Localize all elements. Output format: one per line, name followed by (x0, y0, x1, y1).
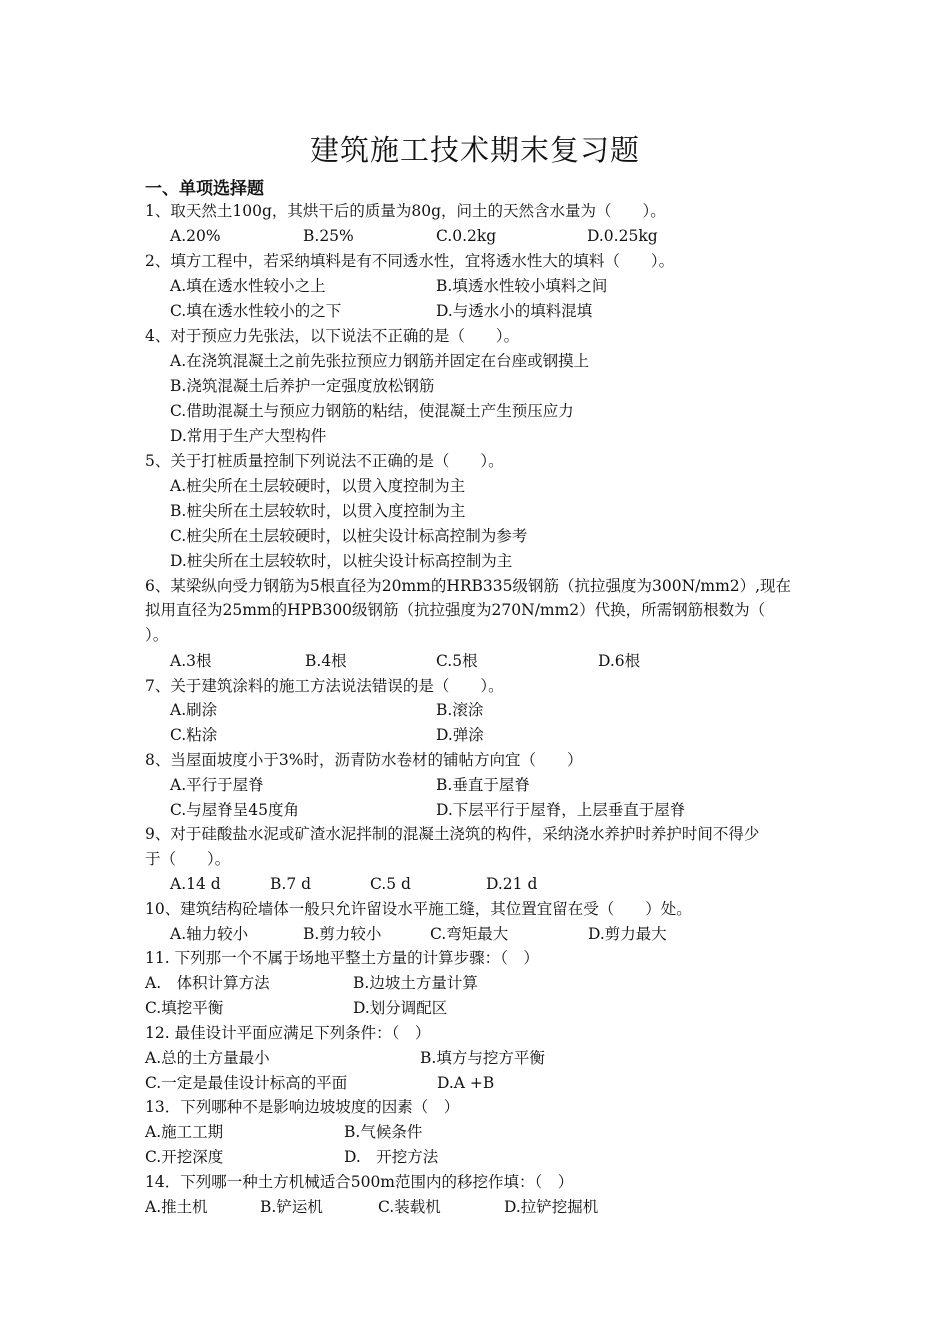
question-6-option-b: B.4根 (305, 652, 347, 670)
question-4-option-a: A.在浇筑混凝土之前先张拉预应力钢筋并固定在台座或钢摸上 (170, 352, 590, 370)
question-7-option-a: A.刷涂 (170, 701, 218, 719)
question-6-stem-line-3: ）。 (145, 626, 169, 644)
question-6-stem-line-1: 6、某梁纵向受力钢筋为5根直径为20mm的HRB335级钢筋（抗拉强度为300N/mm2）,现在 (145, 577, 792, 595)
question-6-stem-line-2: 拟用直径为25mm的HPB300级钢筋（抗拉强度为270N/mm2）代换，所需钢筋根数为（ (145, 601, 766, 619)
question-1-option-b: B.25% (303, 227, 354, 245)
question-5-stem: 5、关于打桩质量控制下列说法不正确的是（ ）。 (145, 452, 504, 470)
question-9-option-b: B.7 d (270, 875, 312, 893)
question-12-option-c: C.一定是最佳设计标高的平面 (145, 1074, 348, 1092)
question-13-option-d: D. 开挖方法 (344, 1148, 439, 1166)
question-10-option-d: D.剪力最大 (588, 925, 667, 943)
question-4-option-c: C.借助混凝土与预应力钢筋的粘结，使混凝土产生预压应力 (170, 402, 574, 420)
question-10-option-a: A.轴力较小 (170, 925, 249, 943)
question-12-option-a: A.总的土方量最小 (145, 1049, 270, 1067)
question-1-option-c: C.0.2kg (436, 227, 497, 245)
question-7-option-b: B.滚涂 (436, 701, 484, 719)
question-2-option-a: A.填在透水性较小之上 (170, 277, 326, 295)
question-6-option-d: D.6根 (598, 652, 641, 670)
question-12-option-b: B.填方与挖方平衡 (420, 1049, 545, 1067)
question-10-option-b: B.剪力较小 (303, 925, 382, 943)
question-7-option-d: D.弹涂 (436, 726, 484, 744)
question-9-option-a: A.14 d (170, 875, 221, 893)
question-11-option-c: C.填挖平衡 (145, 999, 224, 1017)
question-12-option-d: D.A +B (437, 1074, 495, 1092)
question-13-option-a: A.施工工期 (145, 1123, 224, 1141)
page-title: 建筑施工技术期末复习题 (309, 133, 640, 167)
question-1-option-a: A.20% (170, 227, 221, 245)
question-11-option-d: D.划分调配区 (353, 999, 448, 1017)
question-13-stem: 13．下列哪种不是影响边坡坡度的因素（ ） (145, 1098, 460, 1116)
question-11-option-a: A. 体积计算方法 (145, 974, 270, 992)
question-14-stem: 14．下列哪一种土方机械适合500m范围内的移挖作填：（ ） (145, 1173, 574, 1191)
question-2-option-b: B.填透水性较小填料之间 (436, 277, 608, 295)
question-6-option-c: C.5根 (436, 652, 478, 670)
question-5-option-b: B.桩尖所在土层较软时，以贯入度控制为主 (170, 502, 466, 520)
question-7-option-c: C.粘涂 (170, 726, 218, 744)
question-1-option-d: D.0.25kg (587, 227, 658, 245)
question-11-stem: 11. 下列那一个不属于场地平整土方量的计算步骤：（ ） (145, 949, 539, 967)
question-12-stem: 12. 最佳设计平面应满足下列条件：（ ） (145, 1024, 431, 1042)
question-8-option-c: C.与屋脊呈45度角 (170, 801, 299, 819)
question-13-option-c: C.开挖深度 (145, 1148, 224, 1166)
question-9-option-c: C.5 d (370, 875, 411, 893)
question-8-option-b: B.垂直于屋脊 (436, 776, 530, 794)
question-9-option-d: D.21 d (486, 875, 538, 893)
question-7-stem: 7、关于建筑涂料的施工方法说法错误的是（ ）。 (145, 677, 504, 695)
question-10-stem: 10、建筑结构砼墙体一般只允许留设水平施工缝，其位置宜留在受（ ）处。 (145, 900, 692, 918)
question-14-option-a: A.推土机 (145, 1198, 208, 1216)
question-4-option-d: D.常用于生产大型构件 (170, 427, 327, 445)
question-10-option-c: C.弯矩最大 (430, 925, 509, 943)
question-2-option-d: D.与透水小的填料混填 (436, 302, 593, 320)
question-2-stem: 2、填方工程中，若采纳填料是有不同透水性，宜将透水性大的填料（ ）。 (145, 252, 675, 270)
question-5-option-d: D.桩尖所在土层较软时，以桩尖设计标高控制为主 (170, 552, 513, 570)
question-2-option-c: C.填在透水性较小的之下 (170, 302, 342, 320)
question-8-option-d: D.下层平行于屋脊，上层垂直于屋脊 (436, 801, 686, 819)
question-5-option-c: C.桩尖所在土层较硬时，以桩尖设计标高控制为参考 (170, 527, 528, 545)
section-heading: 一、单项选择题 (145, 179, 264, 199)
question-8-stem: 8、当屋面坡度小于3%时，沥青防水卷材的铺帖方向宜（ ） (145, 751, 583, 769)
question-14-option-c: C.装载机 (378, 1198, 441, 1216)
question-14-option-b: B.铲运机 (260, 1198, 323, 1216)
question-5-option-a: A.桩尖所在土层较硬时，以贯入度控制为主 (170, 477, 466, 495)
question-13-option-b: B.气候条件 (344, 1123, 423, 1141)
question-6-option-a: A.3根 (170, 652, 212, 670)
question-11-option-b: B.边坡土方量计算 (353, 974, 478, 992)
question-9-stem-line-1: 9、对于硅酸盐水泥或矿渣水泥拌制的混凝土浇筑的构件，采纳浇水养护时养护时间不得少 (145, 825, 760, 843)
question-4-stem: 4、对于预应力先张法，以下说法不正确的是（ ）。 (145, 327, 520, 345)
question-1-stem: 1、取天然土100g，其烘干后的质量为80g，问土的天然含水量为（ ）。 (145, 202, 666, 220)
question-8-option-a: A.平行于屋脊 (170, 776, 264, 794)
question-14-option-d: D.拉铲挖掘机 (504, 1198, 599, 1216)
question-9-stem-line-2: 于（ ）。 (145, 850, 231, 868)
question-4-option-b: B.浇筑混凝土后养护一定强度放松钢筋 (170, 377, 435, 395)
